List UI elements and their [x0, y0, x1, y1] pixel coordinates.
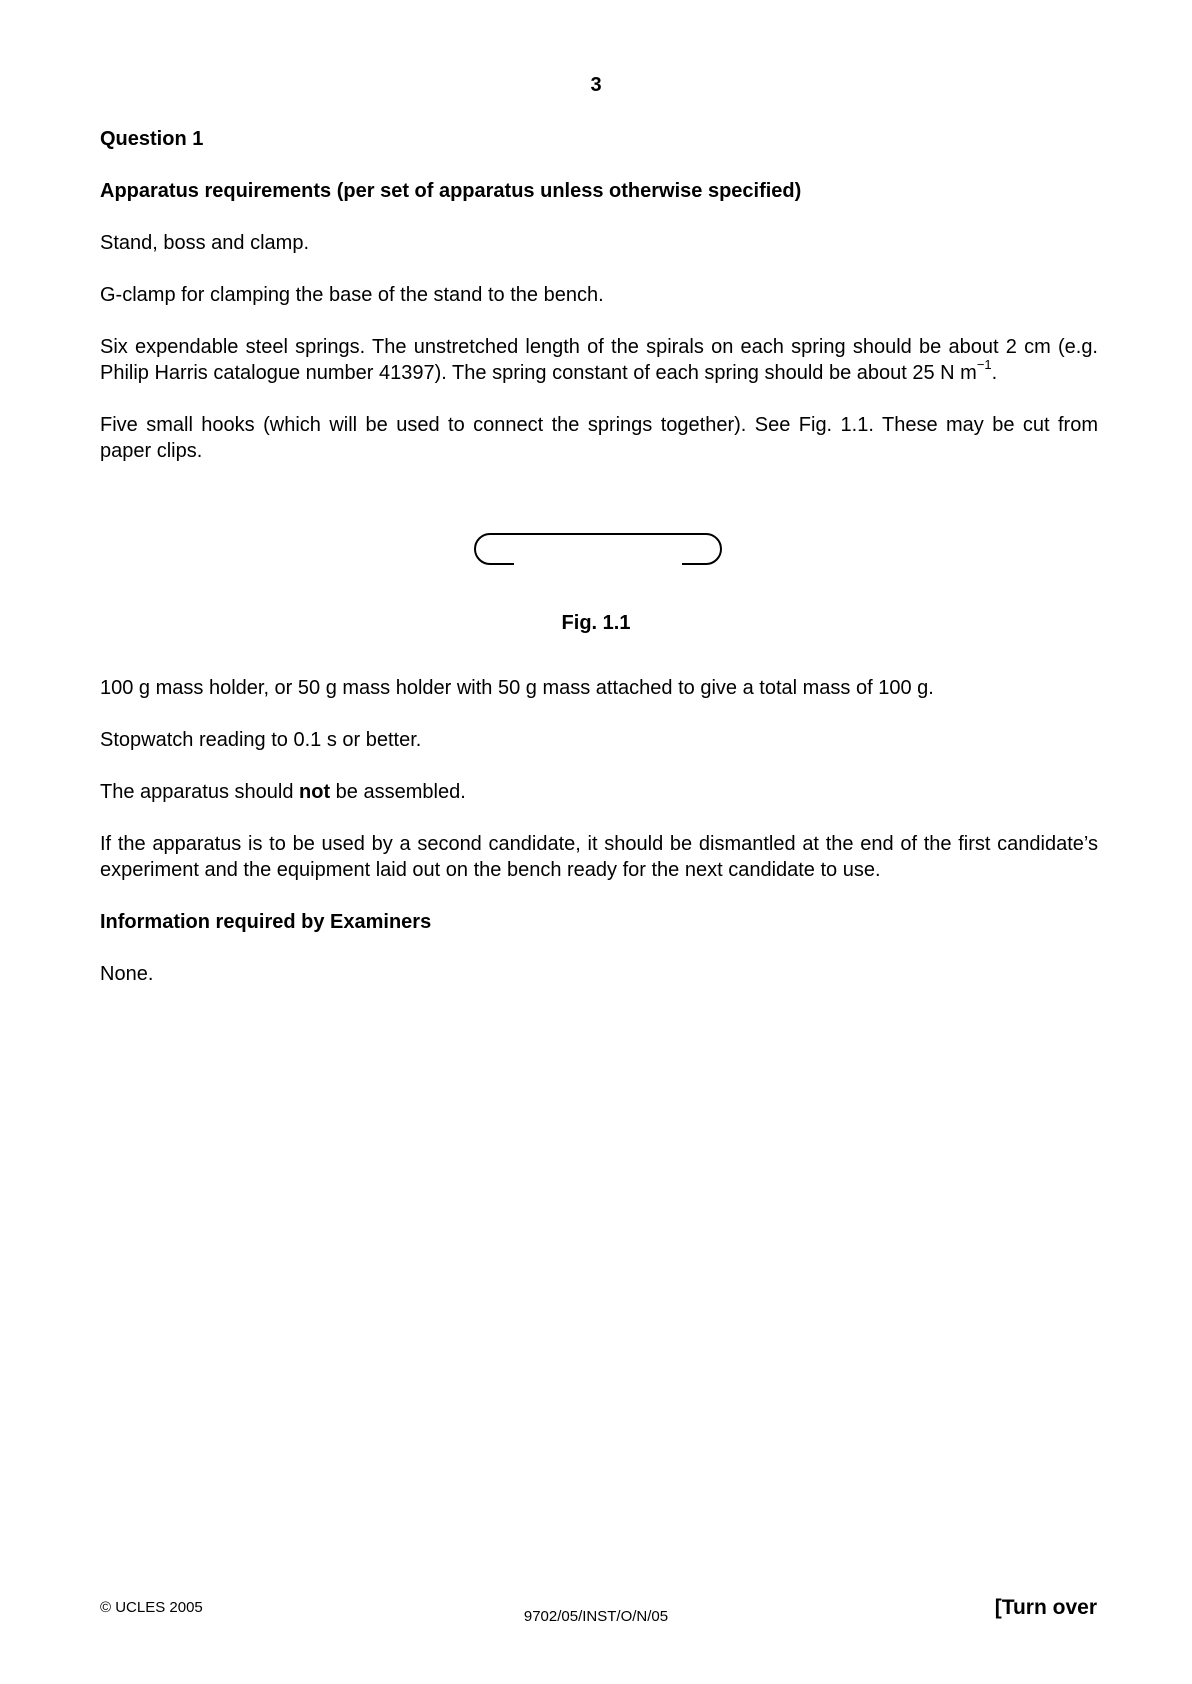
item-stand: Stand, boss and clamp. — [100, 232, 310, 254]
apparatus-heading: Apparatus requirements (per set of apparatus unless otherwise specified) — [100, 180, 802, 202]
item-springs-end: . — [991, 362, 998, 384]
item-stopwatch: Stopwatch reading to 0.1 s or better. — [100, 729, 422, 751]
item-mass: 100 g mass holder, or 50 g mass holder with 50 g mass attached to give a total mass of 100 g. — [100, 677, 934, 699]
footer-code: 9702/05/INST/O/N/05 — [523, 1608, 669, 1625]
item-gclamp: G-clamp for clamping the base of the stand to the bench. — [100, 284, 604, 306]
question-section — [100, 126, 1098, 490]
info-value: None. — [100, 963, 154, 985]
assembly-post: be assembled. — [330, 781, 466, 803]
footer-turn-over: [Turn over — [994, 1596, 1097, 1619]
item-springs-text: Six expendable steel springs. The unstretched length of the spirals on each spring should be about 2 cm (e.g. Philip Harris catalogue number 41397). The spring constant of each spring should be about 25 N m — [100, 336, 1098, 384]
page-number: 3 — [590, 74, 602, 96]
question-heading: Question 1 — [100, 128, 204, 150]
hook-shape — [475, 534, 721, 564]
second-candidate-note: If the apparatus is to be used by a second candidate, it should be dismantled at the end of the first candidate’s experiment and the equipment laid out on the bench ready for the next candidate to use. — [100, 833, 1098, 881]
assembly-pre: The apparatus should — [100, 781, 300, 803]
assembly-bold: not — [299, 781, 331, 803]
item-springs — [100, 334, 1098, 386]
hook-figure — [472, 526, 724, 572]
figure-caption: Fig. 1.1 — [561, 612, 631, 634]
question-section-continued — [100, 675, 1098, 1013]
footer-copyright: © UCLES 2005 — [100, 1599, 203, 1616]
info-heading: Information required by Examiners — [100, 911, 432, 933]
unit-exponent: −1 — [976, 357, 992, 373]
item-hooks: Five small hooks (which will be used to connect the springs together). See Fig. 1.1. These may be cut from paper clips. — [100, 414, 1098, 462]
assembly-note — [100, 779, 1098, 805]
